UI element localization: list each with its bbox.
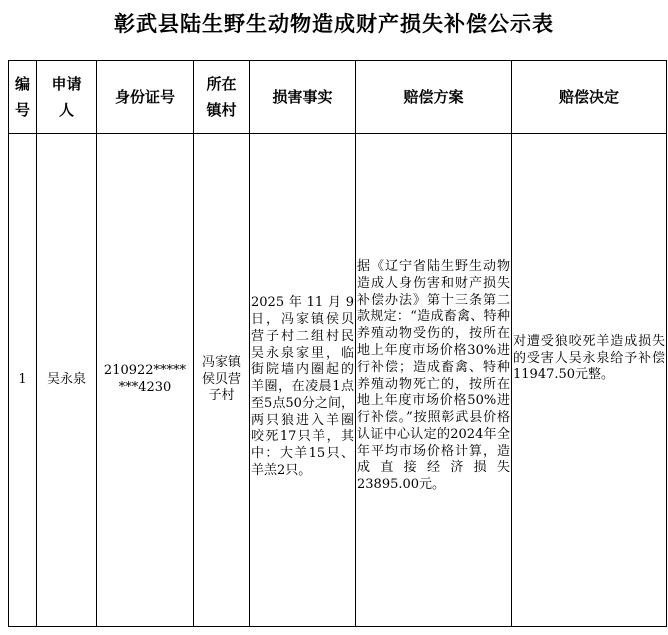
- header-row: [9, 61, 667, 134]
- page-title: 彰武县陆生野生动物造成财产损失补偿公示表: [114, 12, 554, 36]
- cell-plan: 据《辽宁省陆生野生动物造成人身伤害和财产损失补偿办法》第十三条第二款规定：“造成畜禽、特种养殖动物受伤的，按所在地上年度市场价格30%进行补偿；造成畜禽、特种养殖动物死亡的，按所在地上年度市场价格50%进行补偿。”按照彰武县价格认证中心认定的2024年全年平均市场价格计算，造成直接经济损失23895.00元。: [356, 134, 512, 627]
- header-decision: 赔偿决定: [512, 61, 667, 134]
- cell-facts: 2025年11月9日，冯家镇侯贝营子村二组村民吴永泉家里，临街院墙内圈起的羊圈，在凌晨1点至5点50分之间，两只狼进入羊圈咬死17只羊，其中：大羊15只、羊羔2只。: [250, 134, 356, 627]
- header-id: 身份证号: [97, 61, 194, 134]
- cell-applicant: 吴永泉: [37, 134, 97, 627]
- cell-decision: 对遭受狼咬死羊造成损失的受害人吴永泉给予补偿11947.50元整。: [512, 134, 667, 627]
- compensation-table: [8, 60, 667, 627]
- cell-town: 冯家镇侯贝营子村: [194, 134, 250, 627]
- header-town: 所在镇村: [194, 61, 250, 134]
- cell-id: 210922********4230: [97, 134, 194, 627]
- header-no: 编号: [9, 61, 37, 134]
- header-facts: 损害事实: [250, 61, 356, 134]
- header-applicant: 申请人: [37, 61, 97, 134]
- cell-no: 1: [9, 134, 37, 627]
- header-plan: 赔偿方案: [356, 61, 512, 134]
- table-row: [9, 134, 667, 627]
